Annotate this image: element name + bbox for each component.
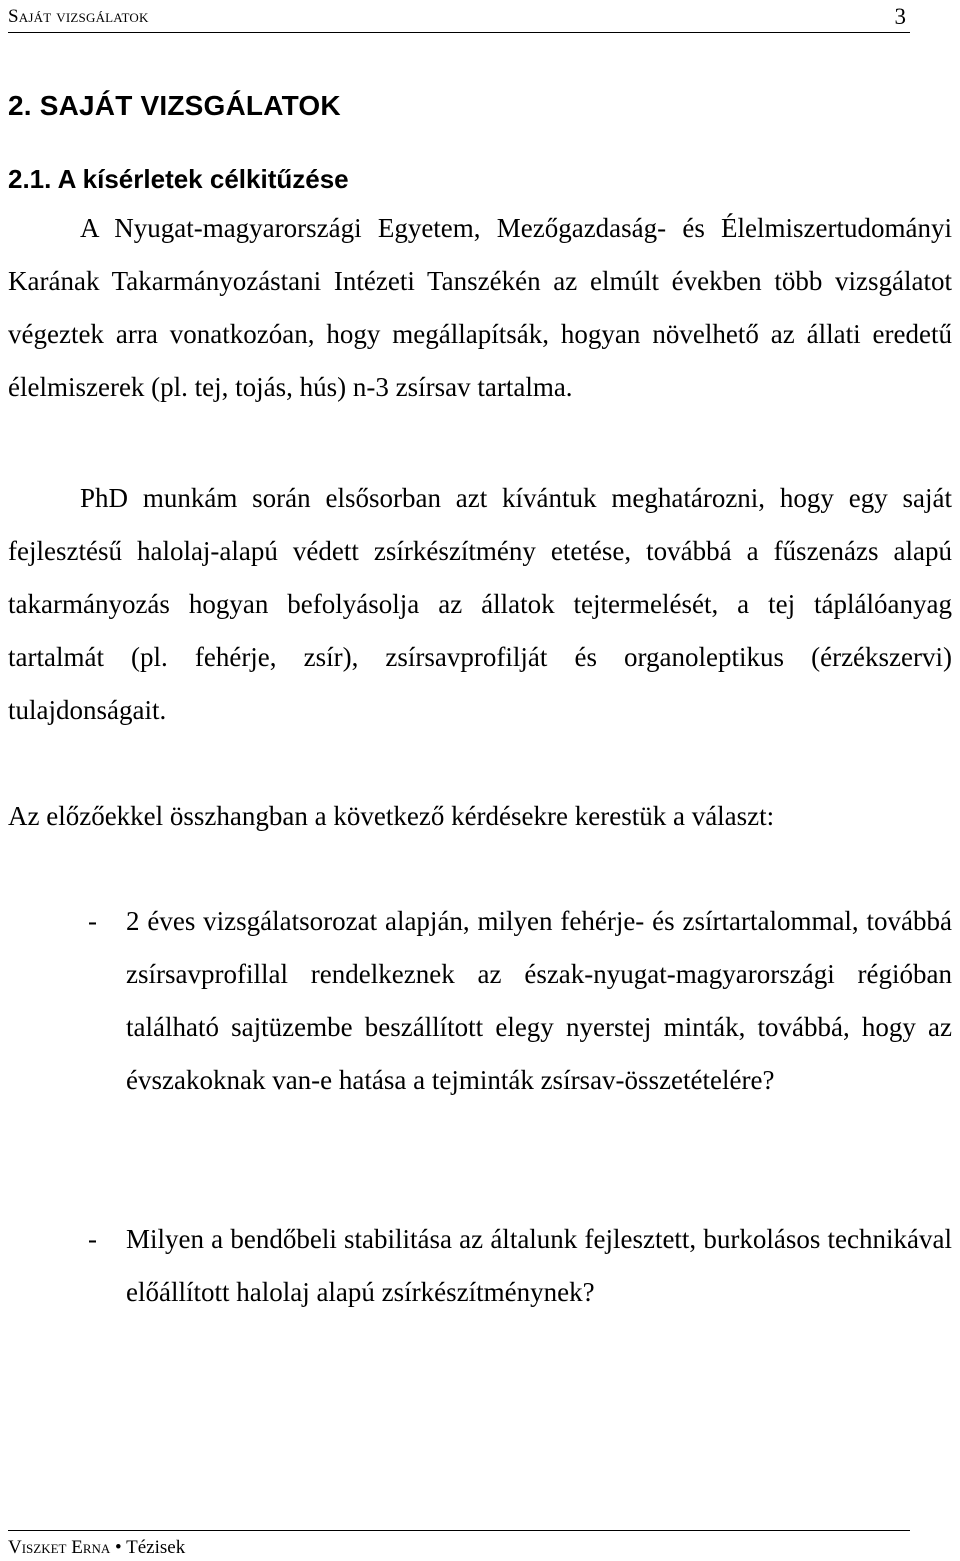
- footer-separator: •: [115, 1537, 122, 1558]
- question-text-2: Milyen a bendőbeli stabilitása az általunk fejlesztett, burkolásos technikával előállított halolaj alapú zsírkészítménynek?: [126, 1224, 952, 1307]
- question-list-item: [8, 1213, 952, 1319]
- running-footer: [8, 1530, 910, 1561]
- page-number: 3: [894, 4, 906, 29]
- running-header-title: Saját vizsgálatok: [8, 6, 149, 27]
- subsection-heading: 2.1. A kísérletek célkitűzése: [8, 164, 349, 194]
- list-bullet: -: [88, 906, 97, 936]
- paragraph-questions-intro: Az előzőekkel összhangban a következő kérdésekre kerestük a választ:: [8, 801, 775, 831]
- chapter-heading: 2. SAJÁT VIZSGÁLATOK: [8, 90, 341, 121]
- list-bullet: -: [88, 1224, 97, 1254]
- question-item-2: [8, 1213, 952, 1319]
- paragraph-research-background: A Nyugat-magyarországi Egyetem, Mezőgazdaság- és Élelmiszertudományi Karának Takarmányozástani Intézeti Tanszékén az elmúlt években több vizsgálatot végeztek arra vonatkozóan, hogy megállapítsák, hogyan növelhető az állati eredetű élelmiszerek (pl. tej, tojás, hús) n-3 zsírsav tartalma.: [8, 213, 952, 402]
- question-text-1: 2 éves vizsgálatsorozat alapján, milyen fehérje- és zsírtartalommal, továbbá zsírsavprofillal rendelkeznek az észak-nyugat-magyarországi régióban található sajtüzembe beszállított elegy nyerstej minták, továbbá, hogy az évszakoknak van-e hatása a tejminták zsírsav-összetételére?: [126, 906, 952, 1095]
- question-item-1: [8, 895, 952, 1107]
- question-list-item: [8, 895, 952, 1107]
- paragraph-phd-objectives: PhD munkám során elsősorban azt kívántuk meghatározni, hogy egy saját fejlesztésű halolaj-alapú védett zsírkészítmény etetése, továbbá a fűszenázs alapú takarmányozás hogyan befolyásolja az állatok tejtermelését, a tej táplálóanyag tartalmát (pl. fehérje, zsír), zsírsavprofilját és organoleptikus (érzékszervi) tulajdonságait.: [8, 483, 952, 725]
- footer-document-type: Tézisek: [126, 1537, 186, 1558]
- footer-author: Viszket Erna: [8, 1537, 111, 1558]
- running-header: [8, 2, 910, 33]
